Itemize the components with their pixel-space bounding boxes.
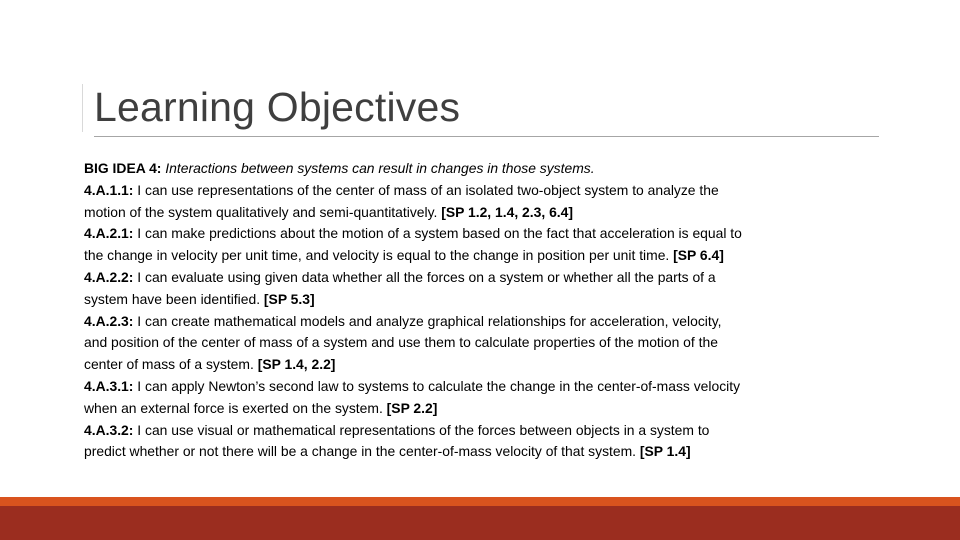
sp-reference: [SP 6.4] (673, 247, 724, 264)
objective-label: 4.A.3.1: (84, 377, 134, 394)
body-line (84, 354, 884, 376)
sp-reference: [SP 2.2] (386, 399, 438, 416)
objective-label: 4.A.1.1: (84, 181, 134, 198)
line-text: system have been identified. (84, 290, 264, 307)
line-text: motion of the system qualitatively and semi-quantitatively. (84, 203, 442, 220)
body-line (84, 332, 884, 354)
body-line (84, 420, 884, 442)
body-line (84, 398, 884, 420)
body-line (84, 441, 884, 463)
body-line (84, 289, 884, 311)
objective-label: 4.A.2.1: (84, 225, 134, 242)
footer-band (0, 506, 960, 540)
body-line (84, 202, 884, 224)
objective-label: 4.A.2.2: (84, 268, 134, 285)
title-divider (94, 136, 879, 137)
title-accent-line (82, 84, 83, 132)
body-line (84, 376, 884, 398)
line-text: I can make predictions about the motion of a system based on the fact that acceleration is equal to (133, 225, 742, 242)
body-line (84, 245, 884, 267)
line-text: predict whether or not there will be a change in the center-of-mass velocity of that system. (84, 443, 640, 460)
big-idea-label: BIG IDEA 4: (84, 160, 162, 176)
line-text: the change in velocity per unit time, and velocity is equal to the change in position per unit time. (84, 247, 674, 264)
big-idea-text: Interactions between systems can result in changes in those systems. (165, 160, 595, 176)
sp-reference: [SP 5.3] (263, 290, 315, 307)
objective-label: 4.A.2.3: (84, 312, 134, 329)
line-text: I can create mathematical models and analyze graphical relationships for acceleration, velocity, (133, 312, 722, 329)
objective-label: 4.A.3.2: (84, 421, 134, 438)
sp-reference: [SP 1.2, 1.4, 2.3, 6.4] (441, 203, 574, 220)
line-text: I can evaluate using given data whether all the forces on a system or whether all the parts of a (133, 268, 716, 285)
body-line (84, 267, 884, 289)
line-text: I can apply Newton’s second law to systems to calculate the change in the center-of-mass velocity (133, 377, 741, 394)
objectives-body (84, 158, 884, 463)
line-text: and position of the center of mass of a system and use them to calculate properties of the motion of the (84, 334, 718, 351)
line-text: center of mass of a system. (84, 356, 258, 373)
body-line (84, 223, 884, 245)
line-text: I can use representations of the center of mass of an isolated two-object system to analyze the (133, 181, 719, 198)
footer-accent-stripe (0, 497, 960, 506)
line-text: I can use visual or mathematical representations of the forces between objects in a system to (133, 421, 710, 438)
body-line (84, 158, 884, 180)
sp-reference: [SP 1.4, 2.2] (257, 356, 336, 373)
body-line (84, 311, 884, 333)
sp-reference: [SP 1.4] (639, 443, 691, 460)
body-line (84, 180, 884, 202)
line-text: when an external force is exerted on the system. (84, 399, 387, 416)
slide-title: Learning Objectives (94, 84, 461, 130)
